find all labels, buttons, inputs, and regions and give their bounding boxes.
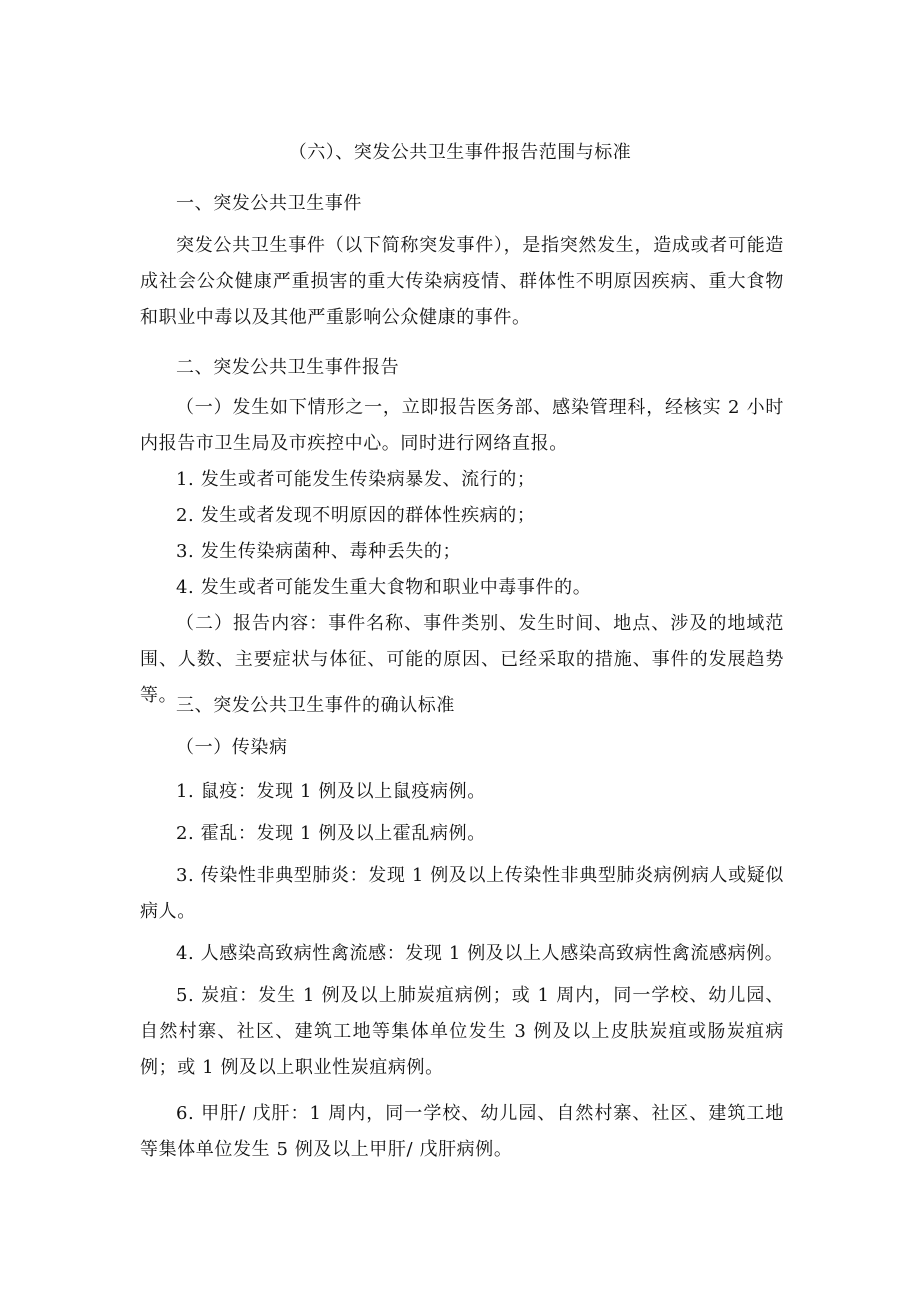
section3-item-6: 6. 甲肝/ 戊肝：1 周内，同一学校、幼儿园、自然村寨、社区、建筑工地等集体单位发生 5 例及以上甲肝/ 戊肝病例。 xyxy=(140,1103,784,1160)
section3-sub1: （一）传染病 xyxy=(176,737,288,758)
document-title: （六）、突发公共卫生事件报告范围与标准 xyxy=(288,142,632,163)
section2-item-3: 3. 发生传染病菌种、毒种丢失的； xyxy=(176,541,462,562)
section3-heading: 三、突发公共卫生事件的确认标准 xyxy=(176,695,455,716)
section2-item-4: 4. 发生或者可能发生重大食物和职业中毒事件的。 xyxy=(176,577,592,598)
section1-heading: 一、突发公共卫生事件 xyxy=(176,193,362,214)
section2-heading: 二、突发公共卫生事件报告 xyxy=(176,357,400,378)
section3-item-2: 2. 霍乱：发现 1 例及以上霍乱病例。 xyxy=(176,823,486,844)
section3-item-5: 5. 炭疽：发生 1 例及以上肺炭疽病例；或 1 周内，同一学校、幼儿园、自然村寨、社区、建筑工地等集体单位发生 3 例及以上皮肤炭疽或肠炭疽病例；或 1 例及以上职业性炭疽病例。 xyxy=(140,985,784,1078)
section1-body: 突发公共卫生事件（以下简称突发事件），是指突然发生，造成或者可能造成社会公众健康严重损害的重大传染病疫情、群体性不明原因疾病、重大食物和职业中毒以及其他严重影响公众健康的事件。 xyxy=(140,235,784,328)
section3-item-4: 4. 人感染高致病性禽流感：发现 1 例及以上人感染高致病性禽流感病例。 xyxy=(176,943,784,964)
section3-item-3: 3. 传染性非典型肺炎：发现 1 例及以上传染性非典型肺炎病例病人或疑似病人。 xyxy=(140,865,784,922)
section2-para2: （二）报告内容：事件名称、事件类别、发生时间、地点、涉及的地域范围、人数、主要症状与体征、可能的原因、已经采取的措施、事件的发展趋势等。 xyxy=(140,613,784,706)
section2-item-2: 2. 发生或者发现不明原因的群体性疾病的； xyxy=(176,505,536,526)
section3-item-1: 1. 鼠疫：发现 1 例及以上鼠疫病例。 xyxy=(176,781,486,802)
section2-para1: （一）发生如下情形之一，立即报告医务部、感染管理科，经核实 2 小时内报告市卫生局及市疾控中心。同时进行网络直报。 xyxy=(140,397,784,454)
section2-item-1: 1. 发生或者可能发生传染病暴发、流行的； xyxy=(176,469,536,490)
